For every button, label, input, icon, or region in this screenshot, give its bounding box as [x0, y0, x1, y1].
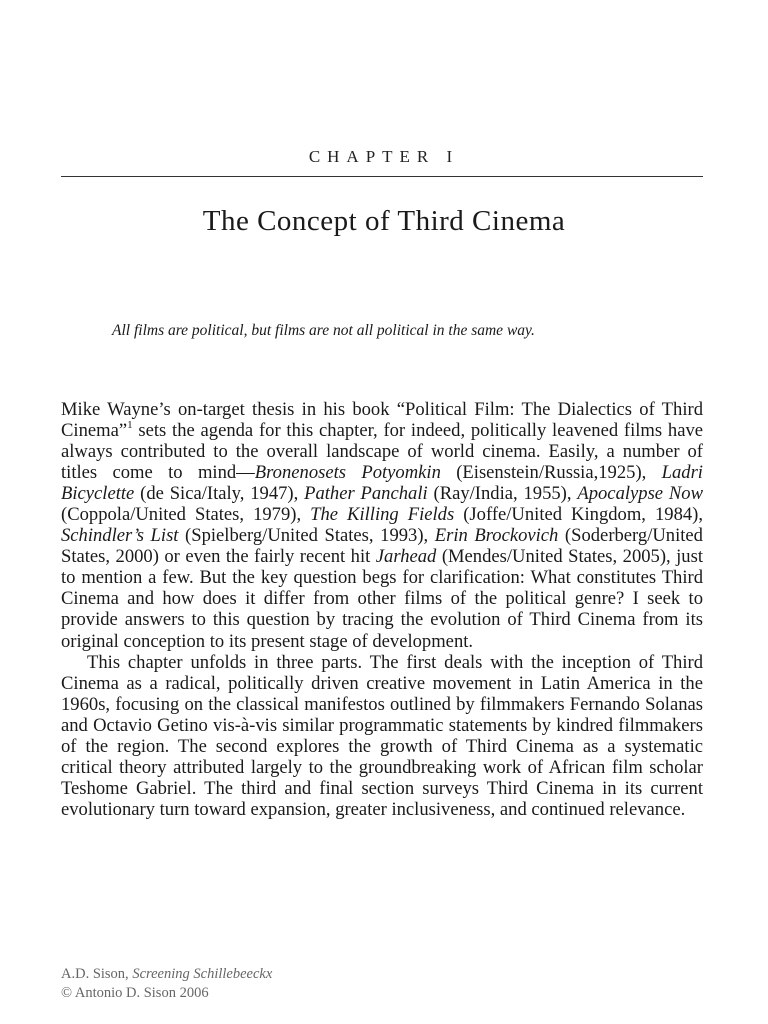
film-title: Jarhead [375, 546, 437, 568]
paragraph-2: This chapter unfolds in three parts. The first deals with the inception of Third Cinema as a radical, politically driven creative movement in Latin America in the 1960s, focusing on the classical manifestos outlined by filmmakers Fernando Solanas and Octavio Getino vis-à-vis similar programmatic statements by kindred filmmakers of the region. The second explores the growth of Third Cinema as a systematic critical theory attributed largely to the groundbreaking work of African film scholar Teshome Gabriel. The third and final section surveys Third Cinema in its current evolutionary turn toward expansion, greater inclusiveness, and continued relevance. [61, 651, 703, 820]
copyright-line: © Antonio D. Sison 2006 [61, 985, 209, 1001]
film-title: Bronenosets Potyomkin [254, 462, 441, 484]
epigraph: All films are political, but films are not all political in the same way. [112, 322, 535, 339]
footer-book-title: Screening Schillebeeckx [132, 966, 273, 982]
film-title: Schindler’s List [61, 525, 179, 547]
chapter-label: CHAPTER I [308, 147, 460, 166]
header-rule [61, 176, 703, 177]
film-title: Erin Brockovich [434, 525, 559, 547]
page-footer [61, 965, 461, 1003]
citation-line [61, 965, 461, 984]
footer-author: A.D. Sison, [61, 966, 133, 982]
film-title: Ladri Bicyclette [61, 462, 703, 505]
footnote-ref: 1 [127, 419, 133, 432]
film-title: The Killing Fields [310, 504, 455, 526]
film-title: Pather Panchali [304, 483, 428, 505]
body-text [61, 399, 703, 820]
film-title: Apocalypse Now [577, 483, 703, 505]
chapter-title: The Concept of Third Cinema [202, 205, 566, 237]
paragraph-1: Mike Wayne’s on-target thesis in his book “Political Film: The Dialectics of Third Cinema”$^1$ sets the agenda for this chapter, for indeed, politically leavened films have always contributed to the overall landscape of world cinema. Easily, a number of titles come to mind—Bronenosets Potyomkin (Eisenstein/Russia,1925), Ladri Bicyclette (de Sica/Italy, 1947), Pather Panchali (Ray/India, 1955), Apocalypse Now (Coppola/United States, 1979), The Killing Fields (Joffe/United Kingdom, 1984), Schindler’s List (Spielberg/United States, 1993), Erin Brockovich (Soderberg/United States, 2000) or even the fairly recent hit Jarhead (Mendes/United States, 2005), just to mention a few. But the key question begs for clarification: What constitutes Third Cinema and how does it differ from other films of the political genre? I seek to provide answers to this question by tracing the evolution of Third Cinema from its original conception to its present stage of development. [61, 399, 704, 652]
